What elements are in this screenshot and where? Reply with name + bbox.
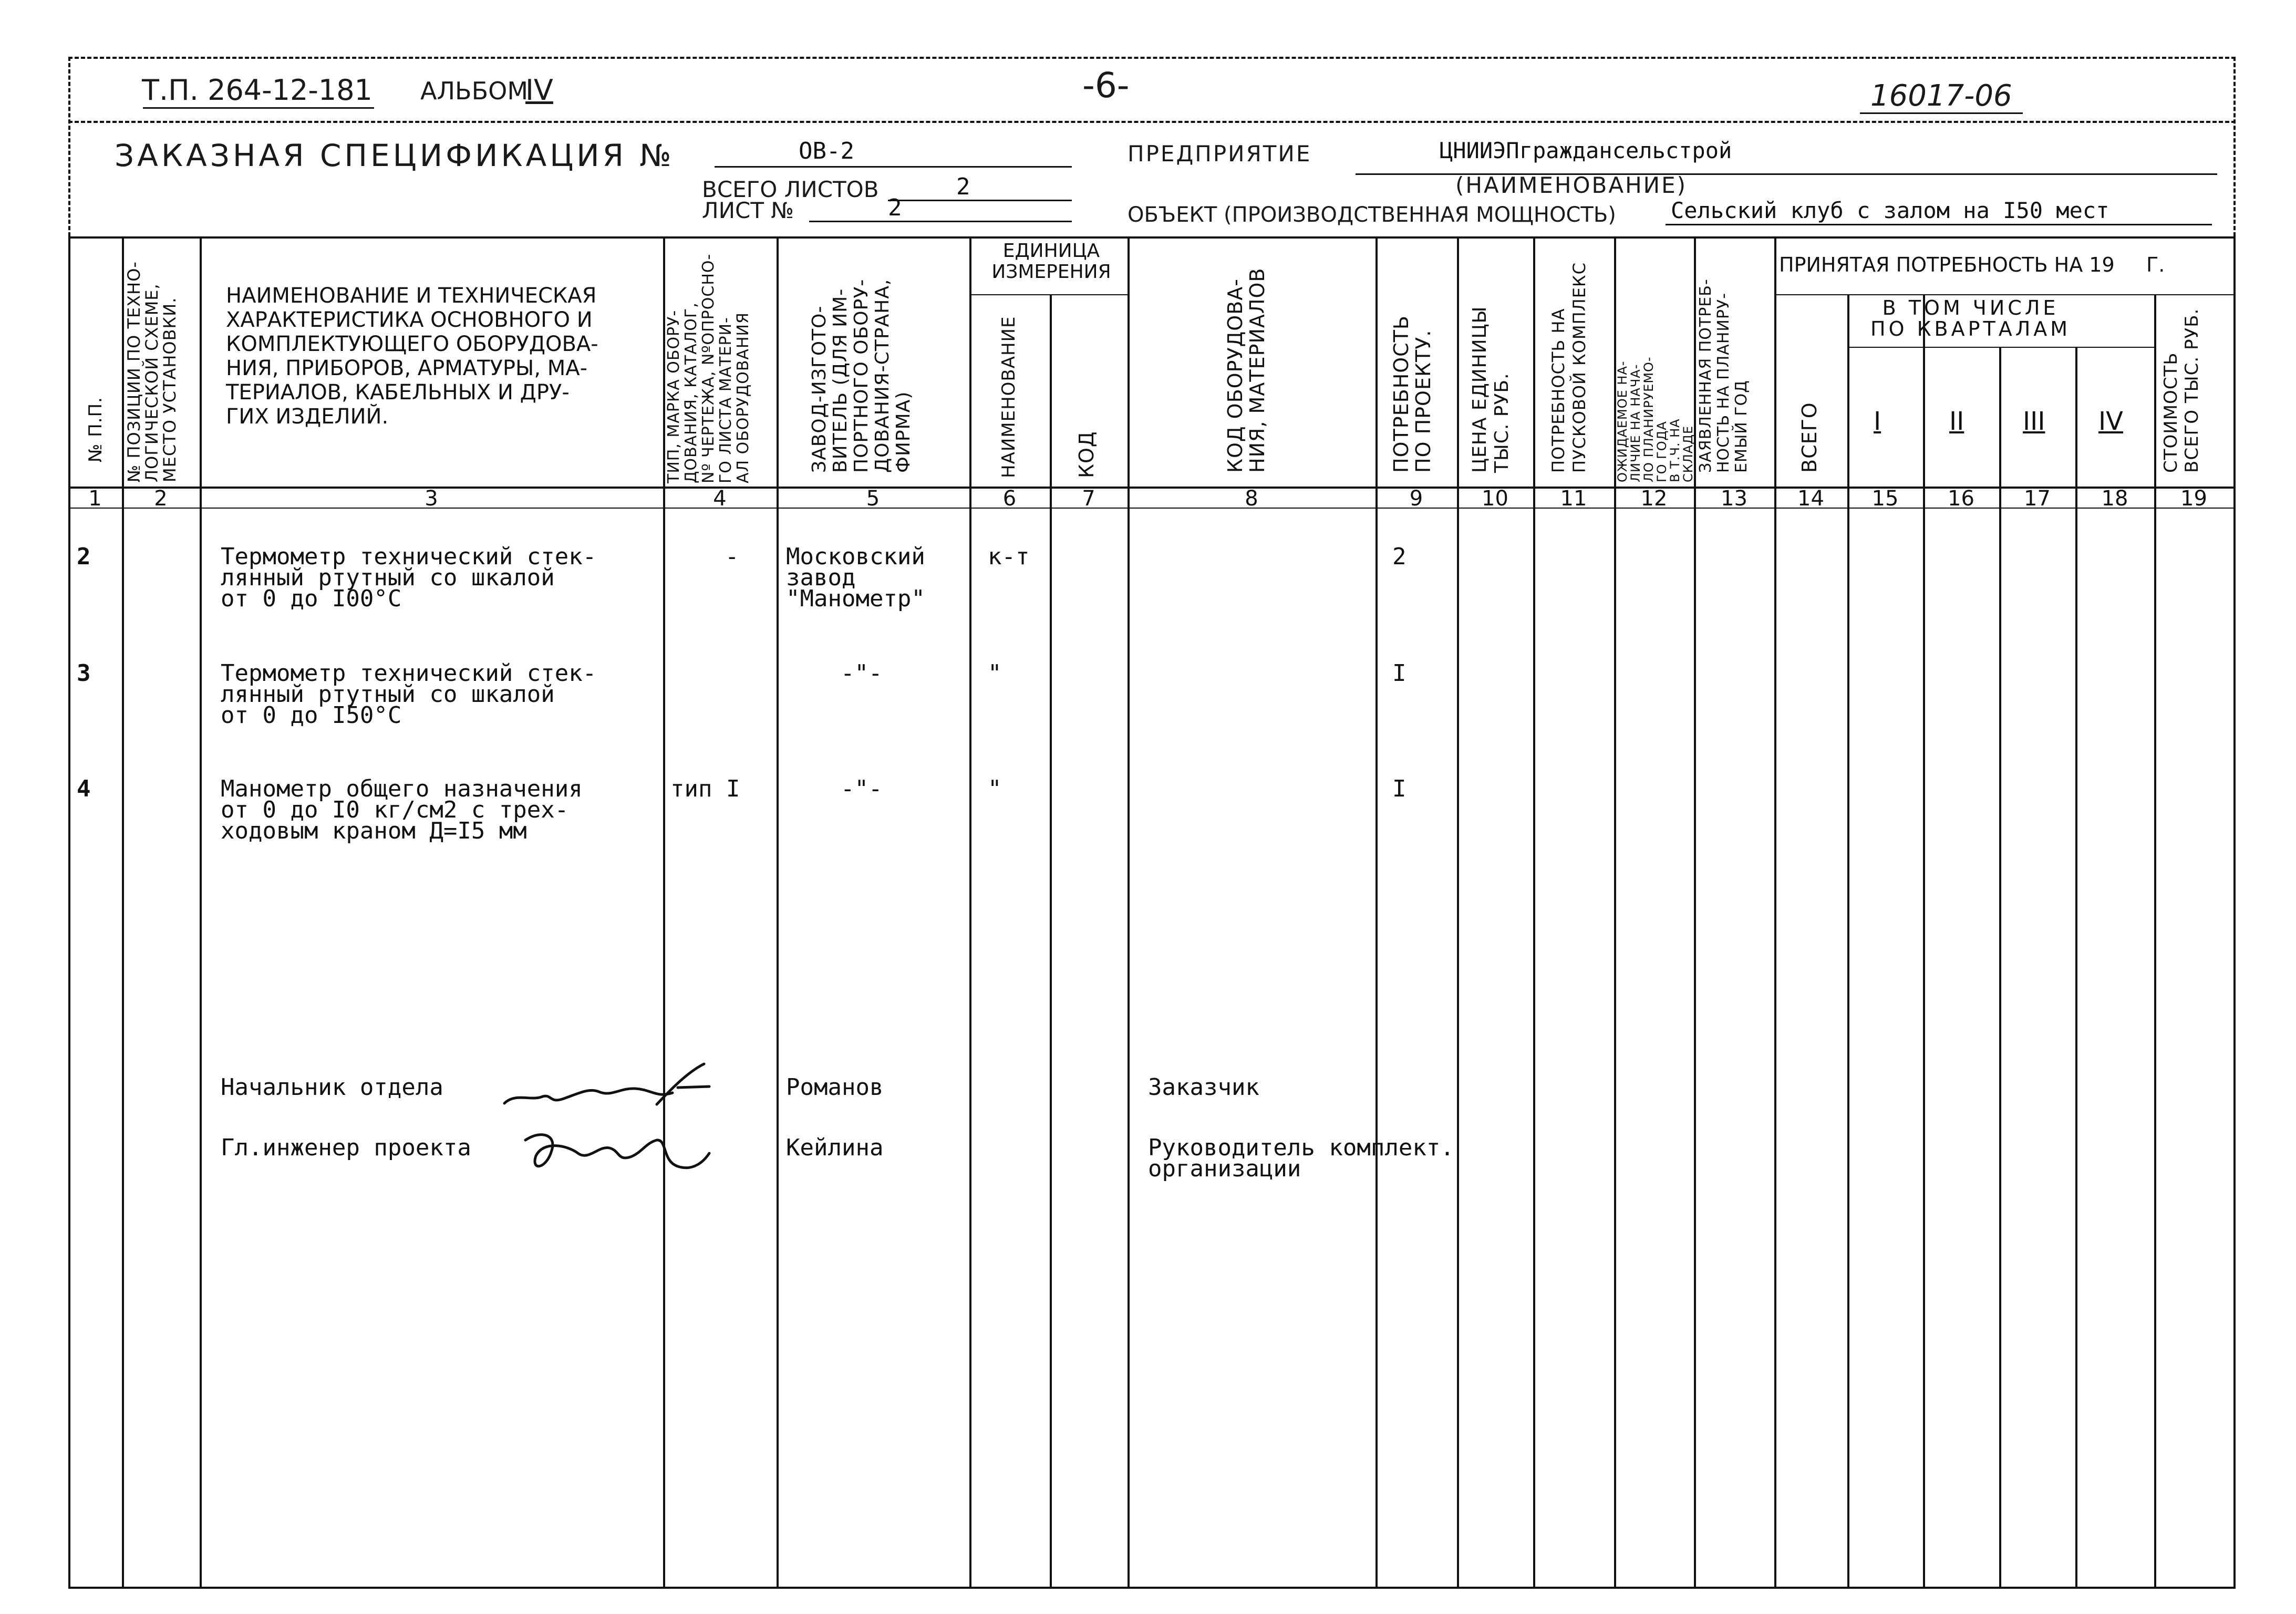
table-row-2-unit: " <box>988 660 1002 687</box>
table-row-3-unit: " <box>988 775 1002 802</box>
col-number-18: 18 <box>2101 487 2128 511</box>
col-number-12: 12 <box>1640 487 1668 511</box>
col-header-6: НАИМЕНОВАНИЕ <box>998 316 1019 478</box>
col-header-12: ОЖИДАЕМОЕ НА- ЛИЧИЕ НА НАЧА- ЛО ПЛАНИРУЕМО- ГО ГОДА В Т.Ч. НА СКЛАДЕ <box>1615 356 1695 482</box>
table-row-3-qty: I <box>1392 775 1406 802</box>
col-number-5: 5 <box>866 487 880 511</box>
col-number-3: 3 <box>425 487 438 511</box>
dept-head-name: Романов <box>786 1074 884 1101</box>
doc-code-underline <box>1860 112 2023 114</box>
table-row-1-name: Термометр технический стек- лянный ртутный со шкалой от 0 до I00°С <box>221 543 597 612</box>
col-number-10: 10 <box>1482 487 1508 511</box>
col-number-17: 17 <box>2024 487 2051 511</box>
col-number-1: 1 <box>88 487 102 511</box>
col-header-accepted-group: ПРИНЯТАЯ ПОТРЕБНОСТЬ НА 19 Г. <box>1779 253 2165 276</box>
table-row-1-num: 2 <box>77 543 91 570</box>
col-number-11: 11 <box>1560 487 1587 511</box>
col-header-13: ЗАЯВЛЕННАЯ ПОТРЕБ- НОСТЬ НА ПЛАНИРУ- ЕМЫЙ ГОД <box>1697 278 1751 473</box>
col-header-9: ПОТРЕБНОСТЬ ПО ПРОЕКТУ. <box>1390 315 1435 473</box>
col-header-15: I <box>1874 407 1881 436</box>
sheet-label: ЛИСТ № <box>702 198 794 223</box>
table-row-1-type: - <box>725 543 739 570</box>
spec-number-underline <box>715 166 1072 168</box>
col-number-4: 4 <box>713 487 727 511</box>
dept-head-label: Начальник отдела <box>221 1074 443 1101</box>
col-header-5: ЗАВОД-ИЗГОТО- ВИТЕЛЬ (ДЛЯ ИМ- ПОРТНОГО ОБОРУ- ДОВАНИЯ-СТРАНА, ФИРМА) <box>809 278 914 473</box>
chief-engineer-signature <box>520 1124 720 1182</box>
col-header-quarters-group: В ТОМ ЧИСЛЕ ПО КВАРТАЛАМ <box>1870 296 2071 340</box>
chief-engineer-name: Кейлина <box>786 1134 884 1161</box>
enterprise-label: ПРЕДПРИЯТИЕ <box>1128 141 1312 167</box>
table-row-2-name: Термометр технический стек- лянный ртутный со шкалой от 0 до I50°С <box>221 660 597 729</box>
table-row-3-num: 4 <box>77 775 91 802</box>
col-header-16: II <box>1949 407 1964 436</box>
table-row-3-name: Манометр общего назначения от 0 до I0 кг/см2 с трех- ходовым краном Д=I5 мм <box>221 775 583 844</box>
sheet-underline <box>809 221 1072 222</box>
enterprise-hint: (НАИМЕНОВАНИЕ) <box>1455 172 1687 198</box>
col-number-6: 6 <box>1002 487 1017 511</box>
table-row-1-qty: 2 <box>1392 543 1406 570</box>
col-number-13: 13 <box>1721 487 1747 511</box>
col-number-8: 8 <box>1245 487 1258 511</box>
col-header-19: СТОИМОСТЬ ВСЕГО ТЫС. РУБ. <box>2160 308 2202 473</box>
col-header-11: ПОТРЕБНОСТЬ НА ПУСКОВОЙ КОМПЛЕКС <box>1548 262 1589 473</box>
chief-engineer-label: Гл.инженер проекта <box>221 1134 471 1161</box>
col-number-14: 14 <box>1797 487 1824 511</box>
col-header-17: III <box>2023 407 2045 436</box>
page-number: -6- <box>1082 65 1130 106</box>
object-underline <box>1666 224 2212 225</box>
col-number-19: 19 <box>2180 487 2207 511</box>
album-label: АЛЬБОМ <box>420 77 529 105</box>
col-number-2: 2 <box>154 487 168 511</box>
col-number-15: 15 <box>1871 487 1899 511</box>
col-header-8: КОД ОБОРУДОВА- НИЯ, МАТЕРИАЛОВ <box>1224 267 1269 473</box>
col-number-16: 16 <box>1948 487 1974 511</box>
col-header-18: IV <box>2098 407 2123 436</box>
enterprise-value: ЦНИИЭПграждансельстрой <box>1440 138 1732 163</box>
table-row-1-maker: Московский завод "Манометр" <box>786 543 925 612</box>
table-row-2-num: 3 <box>77 660 91 687</box>
total-sheets-label: ВСЕГО ЛИСТОВ <box>702 177 879 202</box>
doc-code: 16017-06 <box>1870 79 2012 113</box>
col-number-9: 9 <box>1409 487 1423 511</box>
object-value: Сельский клуб с залом на I50 мест <box>1671 198 2109 223</box>
spec-number: ОВ-2 <box>799 138 854 164</box>
table-row-1-unit: к-т <box>988 543 1030 570</box>
supplier-label: Руководитель комплект. организации <box>1148 1134 1454 1182</box>
dept-head-signature <box>499 1056 720 1114</box>
col-header-10: ЦЕНА ЕДИНИЦЫ ТЫС. РУБ. <box>1469 306 1513 473</box>
album-ref-underline <box>143 107 374 109</box>
col-header-4: ТИП, МАРКА ОБОРУ- ДОВАНИЯ, КАТАЛОГ, Nº ЧЕРТЕЖА, NºОПРОСНО- ГО ЛИСТА МАТЕРИ- АЛ ОБОРУДОВАНИЯ <box>665 253 752 483</box>
object-label: ОБЪЕКТ (ПРОИЗВОДСТВЕННАЯ МОЩНОСТЬ) <box>1128 203 1616 227</box>
table-row-2-qty: I <box>1392 660 1406 687</box>
table-row-3-type: тип I <box>670 775 740 802</box>
col-number-7: 7 <box>1082 487 1095 511</box>
total-sheets-underline <box>888 200 1072 201</box>
album-number: IV <box>525 74 553 107</box>
total-sheets-value: 2 <box>956 173 970 200</box>
album-ref: Т.П. 264-12-181 <box>142 74 373 107</box>
col-header-1: № П.П. <box>85 397 106 462</box>
col-header-2: № ПОЗИЦИИ ПО ТЕХНО- ЛОГИЧЕСКОЙ СХЕМЕ, МЕСТО УСТАНОВКИ. <box>124 261 180 482</box>
col-header-14: ВСЕГО <box>1798 402 1821 473</box>
customer-label: Заказчик <box>1148 1074 1259 1101</box>
table-row-2-maker: -"- <box>841 660 883 687</box>
col-header-3: НАИМЕНОВАНИЕ И ТЕХНИЧЕСКАЯ ХАРАКТЕРИСТИКА ОСНОВНОГО И КОМПЛЕКТУЮЩЕГО ОБОРУДОВА- НИЯ, ПРИБОРОВ, АРМАТУРЫ, МА- ТЕРИАЛОВ, КАБЕЛЬНЫХ И ДРУ- ГИХ ИЗДЕЛИЙ. <box>226 284 598 429</box>
spec-title: ЗАКАЗНАЯ СПЕЦИФИКАЦИЯ № <box>115 138 675 173</box>
col-header-7: КОД <box>1075 431 1098 478</box>
table-row-3-maker: -"- <box>841 775 883 802</box>
sheet-value: 2 <box>888 194 902 221</box>
col-header-unit-group: ЕДИНИЦА ИЗМЕРЕНИЯ <box>991 240 1111 283</box>
